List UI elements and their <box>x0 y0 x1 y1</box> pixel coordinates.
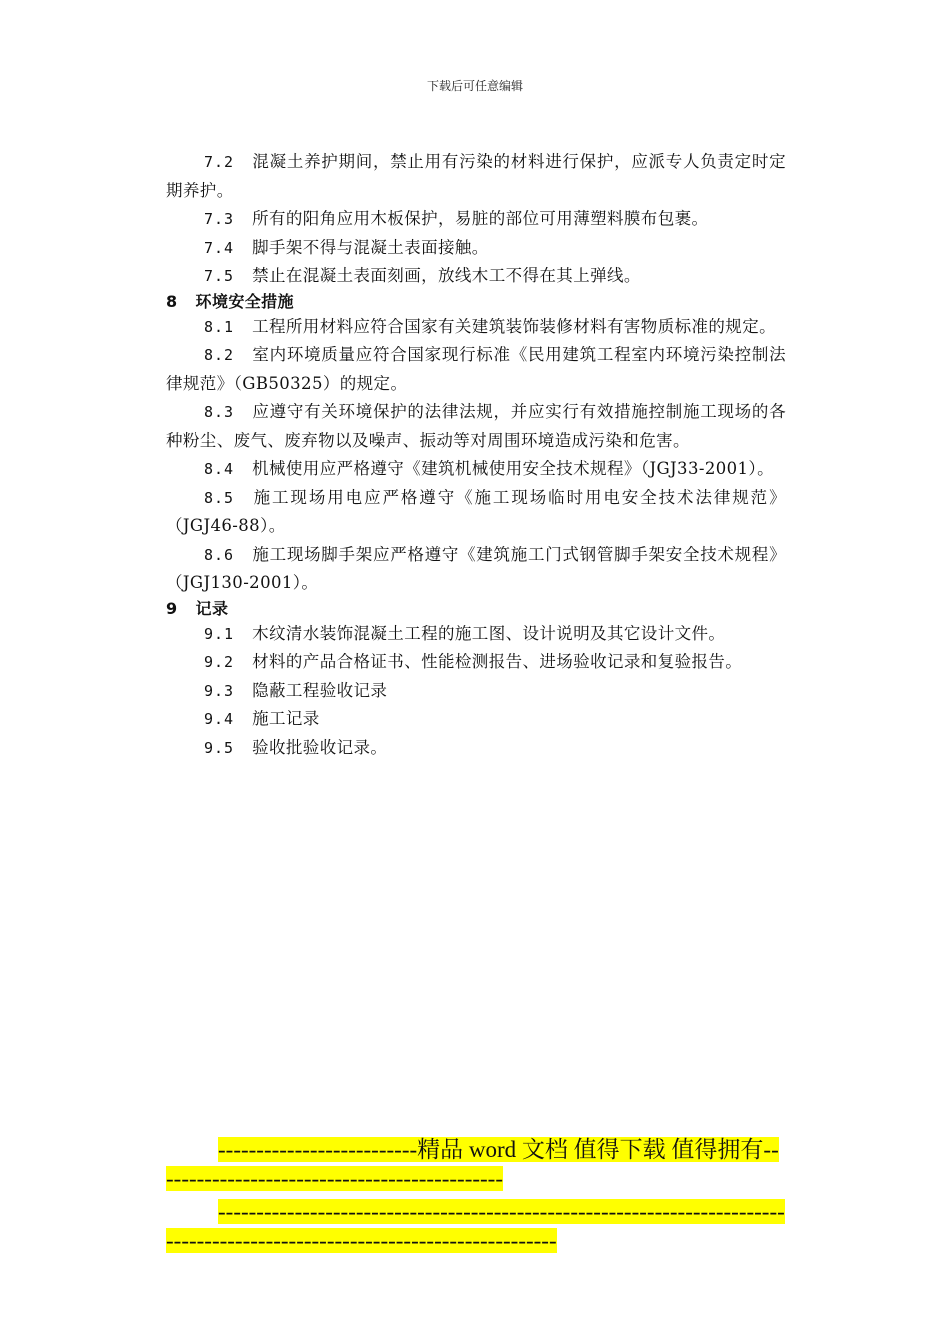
section-heading <box>166 291 786 313</box>
footer-banner <box>166 1135 786 1259</box>
clause-number: 8.6 <box>204 545 235 564</box>
clause-number: 8.2 <box>204 346 235 364</box>
clause-text: 机械使用应严格遵守《建筑机械使用安全技术规程》（JGJ33-2001）。 <box>252 459 774 478</box>
clause-text: 混凝土养护期间，禁止用有污染的材料进行保护，应派专人负责定时定期养护。 <box>166 152 786 200</box>
clause-paragraph <box>166 484 786 541</box>
clause-number: 9.3 <box>204 681 235 700</box>
clause-number: 9.2 <box>204 653 235 671</box>
clause-paragraph <box>166 398 786 455</box>
clause-paragraph <box>166 734 786 763</box>
clause-text: 木纹清水装饰混凝土工程的施工图、设计说明及其它设计文件。 <box>252 623 726 643</box>
clause-text: 施工现场用电应严格遵守《施工现场临时用电安全技术法律规范》（JGJ46-88）。 <box>166 487 786 535</box>
clause-number: 7.2 <box>204 153 235 171</box>
clause-text: 施工现场脚手架应严格遵守《建筑施工门式钢管脚手架安全技术规程》（JGJ130-2001）。 <box>166 544 786 592</box>
clause-number: 8.4 <box>204 460 235 478</box>
clause-number: 7.3 <box>204 210 235 228</box>
clause-paragraph <box>166 313 786 342</box>
clause-number: 9.4 <box>204 710 235 728</box>
clause-number: 8.3 <box>204 403 235 421</box>
clause-paragraph <box>166 620 786 649</box>
clause-number: 9.5 <box>204 738 235 757</box>
footer-line-1 <box>166 1135 786 1193</box>
clause-paragraph <box>166 205 786 234</box>
clause-text: 工程所用材料应符合国家有关建筑装饰装修材料有害物质标准的规定。 <box>252 316 776 336</box>
clause-paragraph <box>166 234 786 263</box>
page-header: 下载后可任意编辑 <box>426 79 523 93</box>
clause-number: 9.1 <box>204 624 235 643</box>
clause-paragraph <box>166 648 786 677</box>
clause-paragraph <box>166 541 786 598</box>
clause-text: 材料的产品合格证书、性能检测报告、进场验收记录和复验报告。 <box>252 652 743 671</box>
clause-paragraph <box>166 677 786 706</box>
clause-text: 隐蔽工程验收记录 <box>252 680 388 700</box>
clause-number: 7.4 <box>204 238 235 257</box>
heading-text: 环境安全措施 <box>195 291 294 311</box>
clause-number: 9 <box>166 598 178 618</box>
clause-text: 验收批验收记录。 <box>252 737 388 757</box>
clause-paragraph <box>166 262 786 291</box>
clause-text: 所有的阳角应用木板保护，易脏的部位可用薄塑料膜布包裹。 <box>252 209 709 228</box>
clause-number: 7.5 <box>204 267 235 285</box>
clause-text: 室内环境质量应符合国家现行标准《民用建筑工程室内环境污染控制法律规范》（GB50325）的规定。 <box>166 345 786 393</box>
clause-text: 脚手架不得与混凝土表面接触。 <box>252 237 489 257</box>
clause-paragraph <box>166 455 786 484</box>
clause-text: 施工记录 <box>252 709 320 728</box>
clause-number: 8.5 <box>204 488 235 507</box>
clause-paragraph <box>166 705 786 734</box>
document-body <box>166 148 786 762</box>
footer-highlight-1: --------------------------精品 word 文档 值得下载 值得拥有---------------------------------------------- <box>166 1137 779 1191</box>
section-heading <box>166 598 786 620</box>
clause-text: 应遵守有关环境保护的法律法规，并应实行有效措施控制施工现场的各种粉尘、废气、废弃物以及噪声、振动等对周围环境造成污染和危害。 <box>166 402 786 450</box>
clause-text: 禁止在混凝土表面刻画，放线木工不得在其上弹线。 <box>252 266 641 285</box>
clause-paragraph <box>166 341 786 398</box>
footer-highlight-2: ----------------------------------------------------------------------------------------------------------------------------- <box>166 1199 785 1253</box>
clause-number: 8 <box>166 291 178 311</box>
clause-paragraph <box>166 148 786 205</box>
clause-number: 8.1 <box>204 317 235 336</box>
footer-line-2 <box>166 1197 786 1255</box>
heading-text: 记录 <box>195 598 229 618</box>
